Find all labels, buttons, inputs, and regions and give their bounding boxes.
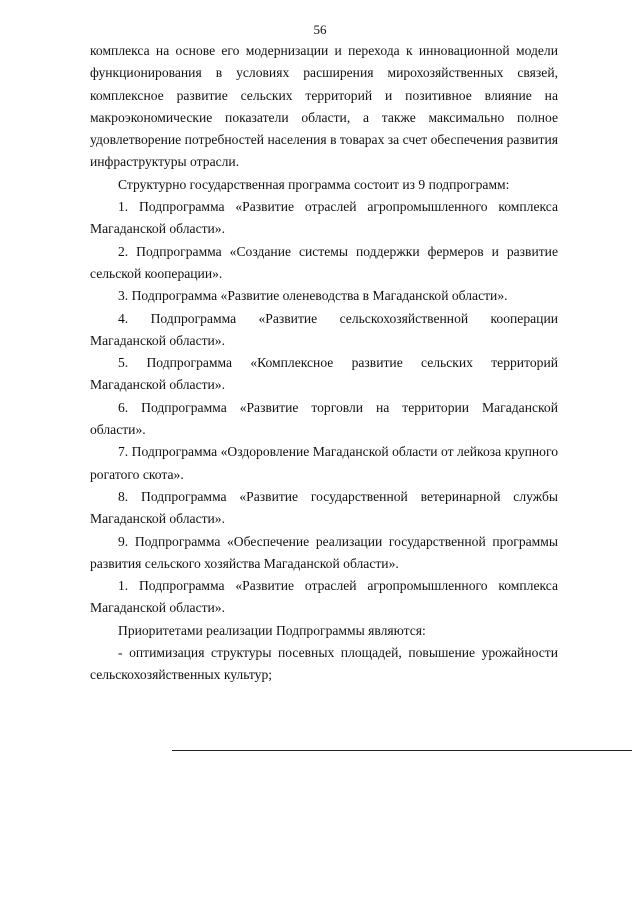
subprogram-item-9: 9. Подпрограмма «Обеспечение реализации государственной программы развития сельского хозяйства Магаданской области». [90,533,558,571]
subprogram-item-8: 8. Подпрограмма «Развитие государственной ветеринарной службы Магаданской области». [90,488,558,527]
subprogram-item-3: 3. Подпрограмма «Развитие оленеводства в Магаданской области». [118,288,508,304]
subprogram-item-5: 5. Подпрограмма «Комплексное развитие сельских территорий Магаданской области». [90,355,558,393]
paragraph-intro-continued: комплекса на основе его модернизации и перехода к инновационной модели функционирования в условиях расширения мирохозяйственных связей, комплексное развитие сельских территорий и позитивное влияние на макроэкономические показатели области, а также максимально полное удовлетворение потребностей населения в товарах за счет обеспечения развития инфраструктуры отрасли. [90,43,558,170]
priority-item-1: - оптимизация структуры посевных площадей, повышение урожайности сельскохозяйственных культур; [90,645,558,683]
paragraph-priorities: Приоритетами реализации Подпрограммы являются: [118,622,426,638]
subprogram-item-1: 1. Подпрограмма «Развитие отраслей агропромышленного комплекса Магаданской области». [90,199,558,237]
subprogram-item-4: 4. Подпрограмма «Развитие сельскохозяйственной кооперации Магаданской области». [90,310,558,348]
document-body [90,40,558,687]
subprogram-item-6: 6. Подпрограмма «Развитие торговли на территории Магаданской области». [90,399,558,438]
paragraph-structure: Структурно государственная программа состоит из 9 подпрограмм: [118,176,510,192]
subprogram-item-7: 7. Подпрограмма «Оздоровление Магаданской области от лейкоза крупного рогатого скота». [90,444,558,482]
horizontal-rule [172,750,632,751]
page-number: 56 [313,22,327,37]
subprogram-1-heading: 1. Подпрограмма «Развитие отраслей агропромышленного комплекса Магаданской области». [90,578,558,616]
subprogram-item-2: 2. Подпрограмма «Создание системы поддержки фермеров и развитие сельской кооперации». [90,243,558,281]
